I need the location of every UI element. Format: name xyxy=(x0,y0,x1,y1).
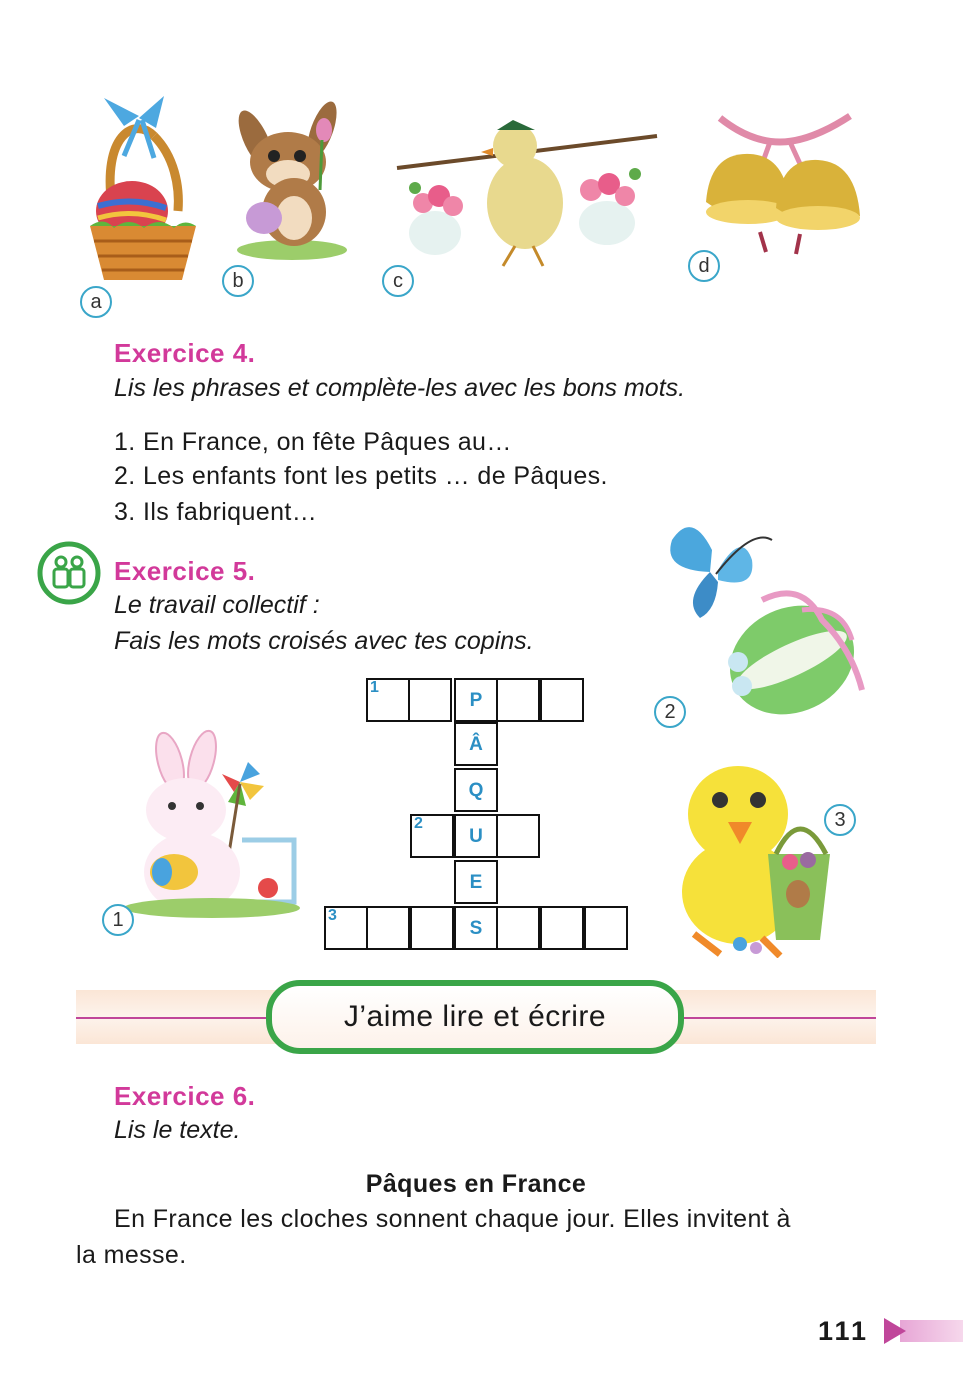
crossword-cell[interactable] xyxy=(540,906,584,950)
page-tab-arrow-icon xyxy=(880,1316,963,1346)
section-banner-title: J’aime lire et écrire xyxy=(266,980,684,1054)
illustration-label-d: d xyxy=(688,250,720,282)
crossword-cell[interactable] xyxy=(584,906,628,950)
exercise-4-instruction: Lis les phrases et complète-les avec les bons mots. xyxy=(114,374,686,402)
exercise-4-title: Exercice 4. xyxy=(114,338,256,368)
crossword-pic-label-3: 3 xyxy=(824,804,856,836)
crossword-cell[interactable] xyxy=(366,906,410,950)
paragraph-line: la messe. xyxy=(76,1241,187,1269)
exercise-5-line-1: Le travail collectif : xyxy=(114,591,320,619)
crossword-letter: E xyxy=(469,872,483,893)
crossword-cell[interactable] xyxy=(410,906,454,950)
crossword-letter: S xyxy=(469,918,483,939)
bunny-pinwheel-illustration xyxy=(122,722,302,918)
crossword-cell[interactable] xyxy=(540,678,584,722)
illustration-label-a: a xyxy=(80,286,112,318)
exercise-6-instruction: Lis le texte. xyxy=(114,1116,241,1144)
paragraph-line: En France les cloches sonnent chaque jour. Elles invitent à xyxy=(114,1205,791,1233)
crossword-letter: U xyxy=(469,826,483,847)
exercise-5-line-2: Fais les mots croisés avec tes copins. xyxy=(114,627,534,655)
crossword-cell[interactable] xyxy=(496,814,540,858)
crossword-clue-number: 3 xyxy=(328,907,337,924)
chick-basket-illustration xyxy=(680,744,840,958)
exercise-4-sentence: 2. Les enfants font les petits … de Pâques. xyxy=(114,462,608,490)
crossword-letter: P xyxy=(469,690,483,711)
bells-illustration xyxy=(700,112,866,257)
crossword-clue-number: 1 xyxy=(370,679,379,696)
page-number: 111 xyxy=(818,1316,870,1346)
exercise-6-title: Exercice 6. xyxy=(114,1081,256,1111)
crossword-cell[interactable] xyxy=(496,906,540,950)
text-title: Pâques en France xyxy=(365,1170,587,1198)
crossword-letter: Q xyxy=(468,780,484,801)
crossword-pic-label-2: 2 xyxy=(654,696,686,728)
exercise-4-sentence: 3. Ils fabriquent… xyxy=(114,498,318,526)
exercise-4-sentence: 1. En France, on fête Pâques au… xyxy=(114,428,512,456)
group-work-icon xyxy=(36,540,102,606)
illustration-label-c: c xyxy=(382,265,414,297)
illustration-label-b: b xyxy=(222,265,254,297)
chick-with-flowers-illustration xyxy=(395,108,660,270)
easter-basket-illustration xyxy=(84,96,202,282)
crossword-pic-label-1: 1 xyxy=(102,904,134,936)
bunny-illustration xyxy=(228,100,356,262)
crossword-cell[interactable] xyxy=(408,678,452,722)
crossword-cell[interactable] xyxy=(496,678,540,722)
butterfly-egg-illustration xyxy=(652,510,868,720)
exercise-5-title: Exercice 5. xyxy=(114,556,256,586)
crossword-letter: Â xyxy=(469,734,483,755)
crossword-clue-number: 2 xyxy=(414,815,423,832)
